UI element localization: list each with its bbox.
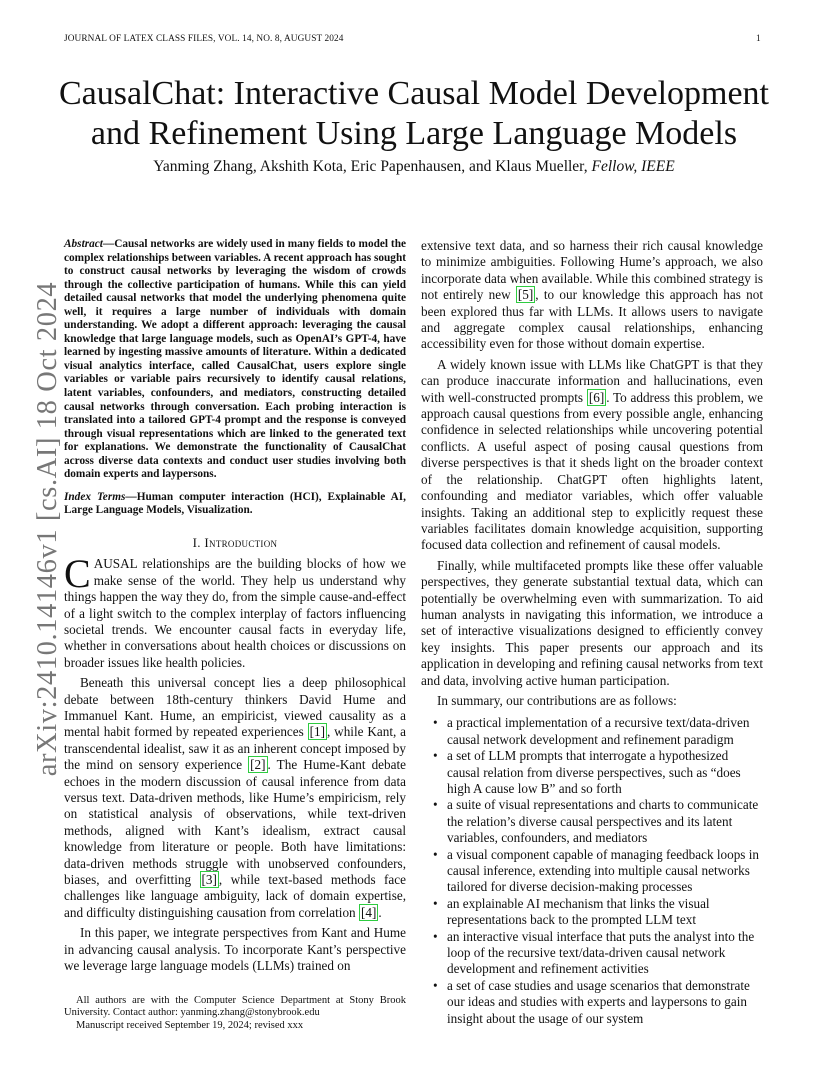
right-column <box>421 238 763 1027</box>
intro-paragraph-2 <box>64 675 406 921</box>
left-column <box>64 238 406 1033</box>
title-line-2: and Refinement Using Large Language Models <box>90 115 738 152</box>
index-terms-lead: Index Terms <box>64 490 126 503</box>
authors-names: Yanming Zhang, Akshith Kota, Eric Papenhausen, and Klaus Mueller, <box>153 158 588 175</box>
list-item: • a visual component capable of managing feedback loops in causal inference, extending into multiple causal networks tailored for diverse decision-making processes <box>421 847 763 896</box>
intro-p2-text-b: , while Kant, a transcendental idealist, saw it as an inherent concept imposed by the mind on sensory experience <box>64 724 406 773</box>
title-line-1: CausalChat: Interactive Causal Model Development <box>58 75 769 112</box>
authors-suffix: Fellow, IEEE <box>591 158 675 175</box>
citation-link-6[interactable]: [6] <box>588 389 605 405</box>
index-terms-text: —Human computer interaction (HCI), Explainable AI, Large Language Models, Visualization. <box>64 490 406 517</box>
abstract-lead: Abstract <box>64 238 103 250</box>
drop-cap: C <box>64 551 91 597</box>
footnote-affiliation: All authors are with the Computer Science Department at Stony Brook University. Contact author: yanming.zhang@stonybrook.edu <box>64 994 406 1019</box>
author-list <box>40 158 788 176</box>
arxiv-side-stamp: arXiv:2410.14146v1 [cs.AI] 18 Oct 2024 <box>32 281 63 777</box>
list-item: • an explainable AI mechanism that links the visual representations back to the prompted LLM text <box>421 896 763 929</box>
contributions-list <box>421 715 763 1027</box>
abstract <box>64 238 406 482</box>
section-heading <box>64 535 406 551</box>
paper-title <box>40 74 788 154</box>
right-paragraph-4: In summary, our contributions are as follows: <box>437 692 677 708</box>
page-number: 1 <box>756 34 761 44</box>
intro-paragraph-3: In this paper, we integrate perspectives from Kant and Hume in advancing causal analysis. To incorporate Kant’s perspective we leverage large language models (LLMs) trained on <box>64 925 406 974</box>
footnote-manuscript: Manuscript received September 19, 2024; revised xxx <box>76 1020 304 1032</box>
right-p2-text-b: . To address this problem, we approach causal questions from every possible angle, enhancing confidence in selected relationships while uncovering potential conflicts. A useful aspect of posing causal questions from diverse perspectives is that it sheds light on the broader context of the relationship. ChatGPT often highlights latent, confounding and mediator variables, which offer valuable insights. Taking an additional step to explicitly request these variables facilitates domain knowledge acquisition, supporting focused data collection and refinement of causal models. <box>421 389 763 553</box>
index-terms <box>64 491 406 518</box>
list-item: • a suite of visual representations and charts to communicate the relation’s diverse causal perspectives and its latent variables, confounders, and mediators <box>421 797 763 846</box>
citation-link-3[interactable]: [3] <box>201 872 217 888</box>
list-item: • a set of LLM prompts that interrogate a hypothesized causal relation from diverse perspectives, such as “does high A cause low B” and so forth <box>421 748 763 797</box>
list-item: • a set of case studies and usage scenarios that demonstrate our ideas and studies with experts and laypersons to gain insight about the usage of our system <box>421 978 763 1027</box>
right-paragraph-3: Finally, while multifaceted prompts like these offer valuable perspectives, they generate substantial textual data, which can potentially be overwhelming even with summarization. To aid human analysts in navigating this information, we introduce a set of interactive visualizations designed to efficiently convey key insights. This paper presents our approach and its application in developing and refining causal networks from text and data, involving active human participation. <box>421 557 763 688</box>
intro-p2-text-e: . <box>378 904 382 920</box>
intro-p2-text-d: , while text-based methods face challenges like language ambiguity, lack of domain expertise, and difficulty distinguishing causation from correlation <box>64 872 406 920</box>
citation-link-2[interactable]: [2] <box>250 757 266 773</box>
right-p2-text-a: A widely known issue with LLMs like ChatGPT is that they can produce inaccurate information and hallucinations, even with well-constructed prompts <box>421 356 763 405</box>
citation-link-4[interactable]: [4] <box>360 904 377 920</box>
abstract-text: —Causal networks are widely used in many fields to model the complex relationships between variables. A recent approach has sought to construct causal networks by leveraging the wisdom of crowds through the collective participation of humans. While this can yield detailed causal networks that model the underlying phenomena quite well, it requires a large number of individuals with domain understanding. We adopt a different approach: leveraging the causal knowledge that large language models, such as OpenAI’s GPT-4, have learned by ingesting massive amounts of literature. Within a dedicated visual analytics interface, called CausalChat, users explore single variables or variable pairs recursively to identify causal relations, latent variables, confounders, and mediators, constructing detailed causal networks through conversation. Each probing interaction is translated into a tailored GPT-4 prompt and the response is conveyed through visual representations which are linked to the generated text for explanations. We demonstrate the functionality of CausalChat across diverse data contexts and conduct user studies involving both domain experts and laypersons. <box>64 238 406 481</box>
intro-p2-text-c: . The Hume-Kant debate echoes in the modern discussion of causal inference from data versus text. Data-driven methods, like Hume’s empiricism, rely on statistical analysis of observations, while text-driven methods, aligned with Kant’s idealism, extract causal knowledge from literature or people. Both have limitations: data-driven methods struggle with unobserved confounders, biases, and overfitting <box>64 757 406 888</box>
intro-p1-text: AUSAL relationships are the building blocks of how we make sense of the world. They help us understand why things happen the way they do, from the simple cause-and-effect of a light switch to the complex interplay of factors influencing societal trends. We encounter causal facts in everyday life, whether in conversations about health choices or discussions on broader issues like health policies. <box>64 556 406 670</box>
intro-p2-text-a: Beneath this universal concept lies a deep philosophical debate between 18th-century thinkers David Hume and Immanuel Kant. Hume, an empiricist, viewed causality as a mental habit formed by repeated experiences <box>64 675 406 740</box>
running-head: JOURNAL OF LATEX CLASS FILES, VOL. 14, NO. 8, AUGUST 2024 <box>64 34 344 44</box>
intro-paragraph-1 <box>64 551 406 671</box>
list-item: • a practical implementation of a recursive text/data-driven causal network development and refinement paradigm <box>421 715 763 748</box>
right-p1-text-a: extensive text data, and so harness their rich causal knowledge to minimize ambiguities. Following Hume’s approach, we also incorporate data when available. While this combined strategy is not entirely new <box>421 238 763 303</box>
right-p1-text-b: , to our knowledge this approach has not been explored thus far with LLMs. It allows users to navigate and aggregate complex causal relationships, enhancing accessibility even for those without domain expertise. <box>421 287 763 352</box>
citation-link-5[interactable]: [5] <box>517 287 534 303</box>
right-paragraph-1 <box>421 238 763 353</box>
list-item: • an interactive visual interface that puts the analyst into the loop of the recursive text/data-driven causal network development and refinement activities <box>421 929 763 978</box>
citation-link-1[interactable]: [1] <box>309 724 326 740</box>
right-paragraph-2 <box>421 357 763 554</box>
section-number: I. <box>192 534 201 550</box>
footnote <box>64 995 406 1033</box>
section-title: Introduction <box>204 534 278 550</box>
